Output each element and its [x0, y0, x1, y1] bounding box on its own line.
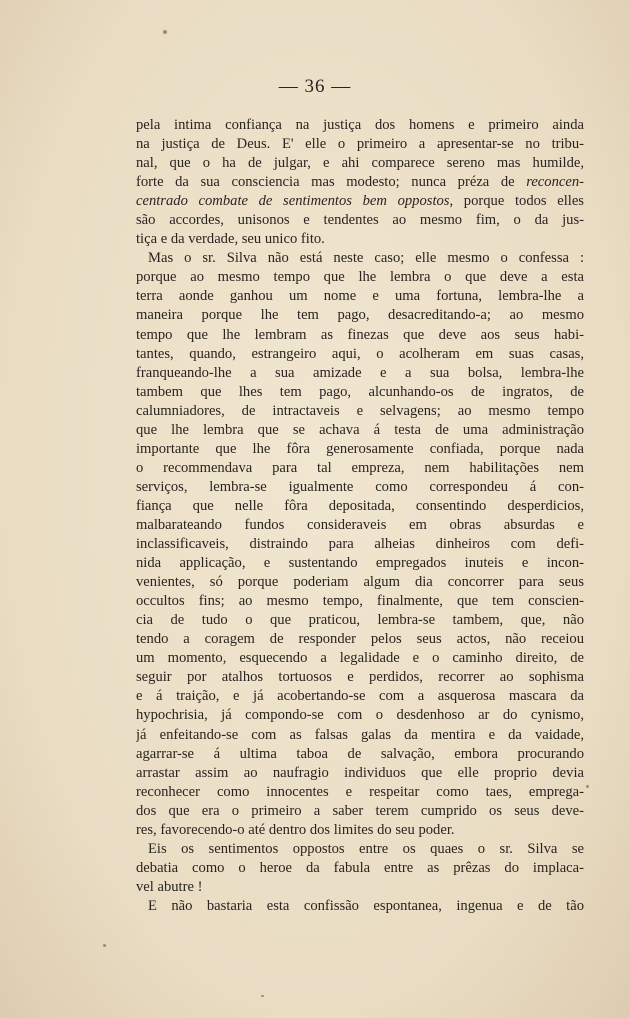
text-line [136, 345, 584, 364]
text-line [136, 268, 584, 287]
text-line-content: nida applicação, e sustentando empregados inuteis e incon- [136, 555, 584, 572]
text-line-content: tempo que lhe lembram as finezas que deve aos seus habi- [136, 326, 584, 343]
text-line [136, 440, 584, 459]
text-line-content: importante que lhe fôra generosamente confiada, porque nada [136, 440, 584, 457]
text-line [136, 783, 584, 802]
text-line [136, 287, 584, 306]
text-line [136, 306, 584, 325]
text-line [136, 478, 584, 497]
text-line [136, 402, 584, 421]
text-line [136, 497, 584, 516]
text-line [136, 173, 584, 192]
text-line-content: já enfeitando-se com as falsas galas da mentira e da vaidade, [136, 726, 584, 743]
text-line-content: vel abutre ! [136, 878, 203, 895]
text-line-content: tiça e da verdade, seu unico fito. [136, 231, 325, 248]
text-line [136, 192, 584, 211]
ink-speck [163, 30, 167, 34]
text-line-content: reconhecer como innocentes e respeitar como taes, emprega- [136, 783, 584, 800]
italic-phrase: reconcen- [526, 174, 584, 191]
text-line [136, 668, 584, 687]
text-line [136, 611, 584, 630]
text-line-content: arrastar assim ao naufragio individuos que elle proprio devia [136, 764, 584, 781]
text-line [136, 764, 584, 783]
text-line-content: debatia como o heroe da fabula entre as prêzas do implaca- [136, 859, 584, 876]
text-line-content: inclassificaveis, distraindo para alheias dinheiros com defi- [136, 536, 584, 553]
text-line-content: Mas o sr. Silva não está neste caso; elle mesmo o confessa : [148, 250, 584, 267]
text-line-content: forte da sua consciencia mas modesto; nunca préza de reconcen- [136, 174, 584, 191]
text-line [136, 364, 584, 383]
italic-phrase: centrado combate de sentimentos bem oppostos [136, 193, 450, 210]
text-line-content: hypochrisia, já compondo-se com o desdenhoso ar do cynismo, [136, 707, 584, 724]
text-line [136, 802, 584, 821]
text-line-content: malbarateando fundos consideraveis em obras absurdas e [136, 516, 584, 533]
text-line-content: serviços, lembra-se igualmente como correspondeu á con- [136, 478, 584, 495]
text-line [136, 649, 584, 668]
text-line [136, 383, 584, 402]
page-number: — 36 — [278, 76, 352, 97]
text-line [136, 211, 584, 230]
text-line [136, 840, 584, 859]
text-line-content: res, favorecendo-o até dentro dos limites do seu poder. [136, 821, 455, 838]
text-line-content: terra aonde ganhou um nome e uma fortuna, lembra-lhe a [136, 288, 584, 305]
text-line [136, 878, 584, 897]
text-line [136, 459, 584, 478]
text-line [136, 897, 584, 916]
text-line-content: porque ao mesmo tempo que lhe lembra o que deve a esta [136, 269, 584, 286]
ink-speck [586, 785, 589, 788]
text-line [136, 573, 584, 592]
text-line-content: Eis os sentimentos oppostos entre os quaes o sr. Silva se [148, 840, 584, 857]
text-line-content: tantes, quando, estrangeiro aqui, o acolheram em suas casas, [136, 345, 584, 362]
text-line [136, 249, 584, 268]
text-line [136, 326, 584, 345]
text-line [136, 116, 584, 135]
text-line-content: agarrar-se á ultima taboa de salvação, embora procurando [136, 745, 584, 762]
text-line [136, 421, 584, 440]
ink-speck [261, 995, 264, 997]
text-line-content: e á traição, e já acobertando-se com a asquerosa mascara da [136, 688, 584, 705]
text-line-content: calumniadores, de intractaveis e selvagens; ao mesmo tempo [136, 402, 584, 419]
text-line [136, 554, 584, 573]
text-line-content: centrado combate de sentimentos bem oppostos, porque todos elles [136, 193, 584, 210]
text-line-content: o recommendava para tal empreza, nem habilitações nem [136, 459, 584, 476]
text-line [136, 687, 584, 706]
text-line [136, 706, 584, 725]
text-line-content: occultos fins; ao mesmo tempo, finalmente, que tem conscien- [136, 593, 584, 610]
text-line [136, 726, 584, 745]
text-line-content: seguir por atalhos tortuosos e perdidos, recorrer ao sophisma [136, 669, 584, 686]
text-line [136, 230, 584, 249]
text-line [136, 135, 584, 154]
text-line-content: um momento, esquecendo a legalidade e o caminho direito, de [136, 650, 584, 667]
text-line-content: fiança que nelle fôra depositada, consentindo desperdicios, [136, 497, 584, 514]
body-text [136, 116, 584, 916]
text-line-content: pela intima confiança na justiça dos homens e primeiro ainda [136, 117, 584, 133]
text-line-content: na justiça de Deus. E' elle o primeiro a apresentar-se no tribu- [136, 136, 584, 153]
text-line [136, 516, 584, 535]
text-line-content: dos que era o primeiro a saber terem cumprido os seus deve- [136, 802, 584, 819]
text-line-content: que lhe lembra que se achava á testa de uma administração [136, 421, 584, 438]
text-line-content: venientes, só porque poderiam algum dia concorrer para seus [136, 574, 584, 591]
text-line [136, 630, 584, 649]
text-line-content: são accordes, unisonos e tendentes ao mesmo fim, o da jus- [136, 212, 584, 229]
text-line-content: tendo a coragem de responder pelos seus actos, não receiou [136, 631, 584, 648]
ink-speck [103, 944, 106, 947]
text-line [136, 821, 584, 840]
text-line-content: nal, que o ha de julgar, e ahi comparece sereno mas humilde, [136, 155, 584, 172]
text-line-content: maneira porque lhe tem pago, desacreditando-a; ao mesmo [136, 307, 584, 324]
text-line-content: cia de tudo o que praticou, lembra-se tambem, que, não [136, 612, 584, 629]
text-line [136, 592, 584, 611]
text-line-content: tambem que lhes tem pago, alcunhando-os de ingratos, de [136, 383, 584, 400]
text-line [136, 535, 584, 554]
text-line-content: franqueando-lhe a sua amizade e a sua bolsa, lembra-lhe [136, 364, 584, 381]
text-line [136, 154, 584, 173]
text-line [136, 745, 584, 764]
text-line [136, 859, 584, 878]
text-line-content: E não bastaria esta confissão espontanea, ingenua e de tão [148, 897, 584, 914]
